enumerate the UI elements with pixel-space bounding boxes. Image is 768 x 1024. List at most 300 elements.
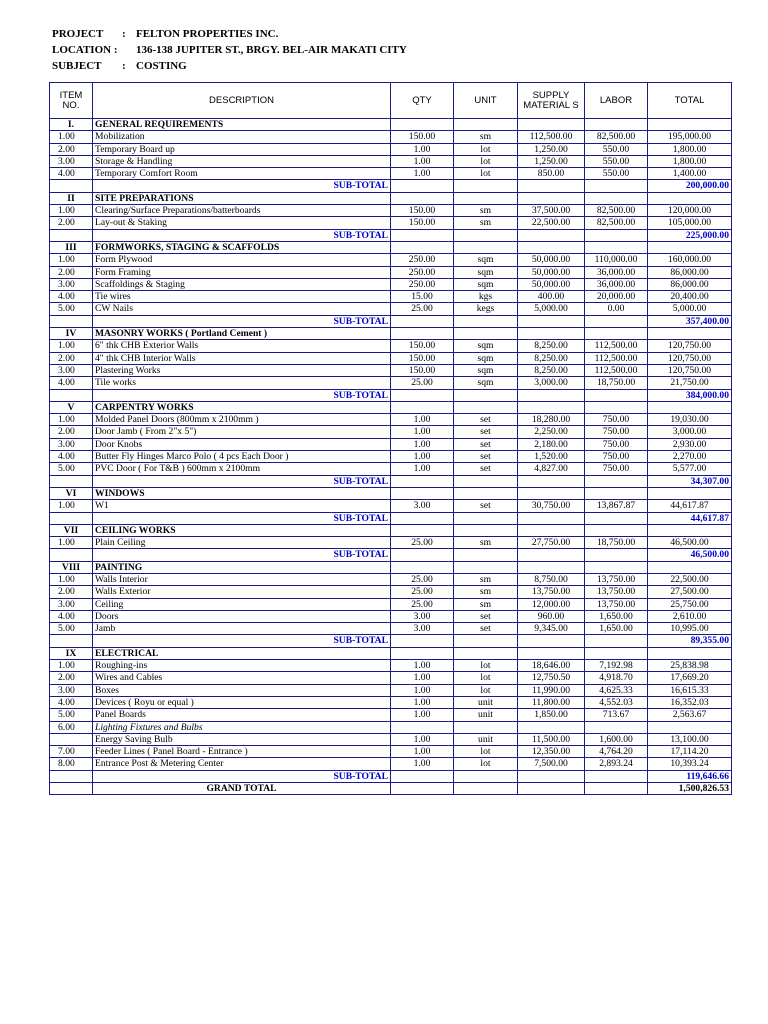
item-labor: 13,750.00 — [585, 586, 648, 598]
empty-cell — [391, 783, 454, 795]
item-unit: sqm — [454, 352, 518, 364]
table-row — [50, 143, 732, 155]
empty-cell — [518, 389, 585, 401]
item-total: 46,500.00 — [648, 537, 732, 549]
item-total: 13,100.00 — [648, 733, 732, 745]
table-row — [50, 709, 732, 721]
item-number: 5.00 — [50, 623, 93, 635]
item-unit: set — [454, 451, 518, 463]
costing-table — [49, 82, 732, 795]
empty-cell — [454, 475, 518, 487]
item-description: Roughing-ins — [93, 660, 391, 672]
empty-cell — [454, 487, 518, 499]
empty-cell — [454, 328, 518, 340]
section-title: PAINTING — [93, 561, 391, 573]
item-description: Lay-out & Staking — [93, 217, 391, 229]
item-total: 1,400.00 — [648, 168, 732, 180]
item-total: 3,000.00 — [648, 426, 732, 438]
empty-cell — [454, 524, 518, 536]
col-header-description: DESCRIPTION — [93, 83, 391, 119]
item-supply: 5,000.00 — [518, 303, 585, 315]
item-number: 3.00 — [50, 598, 93, 610]
item-qty: 1.00 — [391, 451, 454, 463]
item-number: 2.00 — [50, 672, 93, 684]
table-row — [50, 586, 732, 598]
item-number: 8.00 — [50, 758, 93, 770]
subtotal-row — [50, 512, 732, 524]
item-unit: sqm — [454, 377, 518, 389]
item-labor: 13,867.87 — [585, 500, 648, 512]
empty-cell — [585, 241, 648, 253]
section-header-row — [50, 561, 732, 573]
item-supply: 50,000.00 — [518, 266, 585, 278]
item-qty: 25.00 — [391, 377, 454, 389]
empty-cell — [648, 192, 732, 204]
item-qty: 1.00 — [391, 746, 454, 758]
empty-cell — [454, 241, 518, 253]
section-title: MASONRY WORKS ( Portland Cement ) — [93, 328, 391, 340]
item-supply: 850.00 — [518, 168, 585, 180]
item-total: 16,615.33 — [648, 684, 732, 696]
empty-cell — [454, 401, 518, 413]
empty-cell — [50, 783, 93, 795]
item-qty: 1.00 — [391, 733, 454, 745]
empty-cell — [585, 229, 648, 241]
item-total: 25,838.98 — [648, 660, 732, 672]
item-labor: 112,500.00 — [585, 352, 648, 364]
item-unit: set — [454, 610, 518, 622]
item-labor: 0.00 — [585, 303, 648, 315]
item-unit: sqm — [454, 266, 518, 278]
item-description: Mobilization — [93, 131, 391, 143]
item-supply: 4,827.00 — [518, 463, 585, 475]
item-qty: 1.00 — [391, 758, 454, 770]
item-labor: 2,893.24 — [585, 758, 648, 770]
empty-cell — [50, 315, 93, 327]
subtotal-row — [50, 315, 732, 327]
project-label: PROJECT — [52, 28, 104, 40]
table-row — [50, 266, 732, 278]
empty-cell — [585, 524, 648, 536]
item-labor: 750.00 — [585, 426, 648, 438]
item-description: Molded Panel Doors (800mm x 2100mm ) — [93, 414, 391, 426]
item-total: 105,000.00 — [648, 217, 732, 229]
col-header-item: ITEM NO. — [50, 83, 93, 119]
item-labor: 550.00 — [585, 168, 648, 180]
table-row — [50, 205, 732, 217]
empty-cell — [454, 770, 518, 782]
item-labor: 4,552.03 — [585, 696, 648, 708]
empty-cell — [454, 647, 518, 659]
empty-cell — [518, 487, 585, 499]
table-row — [50, 377, 732, 389]
empty-cell — [50, 475, 93, 487]
item-description: Jamb — [93, 623, 391, 635]
item-unit: sm — [454, 537, 518, 549]
item-qty: 150.00 — [391, 217, 454, 229]
empty-cell — [648, 241, 732, 253]
item-unit: sm — [454, 217, 518, 229]
item-description: Storage & Handling — [93, 155, 391, 167]
item-unit: unit — [454, 696, 518, 708]
empty-cell — [585, 119, 648, 131]
table-row — [50, 610, 732, 622]
table-row — [50, 696, 732, 708]
item-number — [50, 733, 93, 745]
empty-cell — [454, 119, 518, 131]
empty-cell — [50, 512, 93, 524]
item-supply: 37,500.00 — [518, 205, 585, 217]
item-number: 2.00 — [50, 586, 93, 598]
empty-cell — [50, 180, 93, 192]
empty-cell — [648, 561, 732, 573]
table-row — [50, 340, 732, 352]
section-number: II — [50, 192, 93, 204]
table-row — [50, 217, 732, 229]
item-labor: 13,750.00 — [585, 598, 648, 610]
empty-cell — [50, 635, 93, 647]
subtotal-row — [50, 475, 732, 487]
item-unit: sm — [454, 205, 518, 217]
item-total: 120,750.00 — [648, 364, 732, 376]
item-supply: 27,750.00 — [518, 537, 585, 549]
empty-cell — [585, 389, 648, 401]
item-supply: 112,500.00 — [518, 131, 585, 143]
section-header-row — [50, 647, 732, 659]
item-total: 1,800.00 — [648, 155, 732, 167]
item-qty: 1.00 — [391, 414, 454, 426]
table-row — [50, 451, 732, 463]
item-supply: 11,500.00 — [518, 733, 585, 745]
item-unit: kgs — [454, 291, 518, 303]
item-total: 10,995.00 — [648, 623, 732, 635]
item-qty — [391, 721, 454, 733]
subtotal-row — [50, 180, 732, 192]
item-total: 17,669.20 — [648, 672, 732, 684]
empty-cell — [518, 241, 585, 253]
item-number: 6.00 — [50, 721, 93, 733]
empty-cell — [518, 647, 585, 659]
item-supply: 2,180.00 — [518, 438, 585, 450]
empty-cell — [50, 549, 93, 561]
item-description: Form Framing — [93, 266, 391, 278]
item-qty: 150.00 — [391, 364, 454, 376]
empty-cell — [518, 119, 585, 131]
empty-cell — [585, 180, 648, 192]
item-qty: 1.00 — [391, 684, 454, 696]
item-labor: 112,500.00 — [585, 364, 648, 376]
item-number: 7.00 — [50, 746, 93, 758]
empty-cell — [648, 328, 732, 340]
subtotal-label: SUB-TOTAL — [93, 229, 391, 241]
item-total: 20,400.00 — [648, 291, 732, 303]
empty-cell — [391, 561, 454, 573]
item-number: 3.00 — [50, 278, 93, 290]
item-labor: 713.67 — [585, 709, 648, 721]
empty-cell — [585, 475, 648, 487]
item-number: 2.00 — [50, 352, 93, 364]
item-qty: 150.00 — [391, 205, 454, 217]
item-description: Scaffoldings & Staging — [93, 278, 391, 290]
item-number: 4.00 — [50, 377, 93, 389]
location-value: 136-138 JUPITER ST., BRGY. BEL-AIR MAKATI CITY — [136, 44, 407, 56]
item-description: Boxes — [93, 684, 391, 696]
empty-cell — [391, 192, 454, 204]
item-description: Door Jamb ( From 2"x 5") — [93, 426, 391, 438]
item-unit: unit — [454, 709, 518, 721]
table-row — [50, 155, 732, 167]
item-total: 5,000.00 — [648, 303, 732, 315]
item-labor: 4,625.33 — [585, 684, 648, 696]
item-total: 27,500.00 — [648, 586, 732, 598]
section-title: CARPENTRY WORKS — [93, 401, 391, 413]
item-total: 2,270.00 — [648, 451, 732, 463]
empty-cell — [518, 783, 585, 795]
item-qty: 1.00 — [391, 660, 454, 672]
item-total: 19,030.00 — [648, 414, 732, 426]
item-total: 22,500.00 — [648, 573, 732, 585]
location-label: LOCATION : — [52, 44, 118, 56]
empty-cell — [454, 315, 518, 327]
section-number: IX — [50, 647, 93, 659]
subtotal-label: SUB-TOTAL — [93, 635, 391, 647]
item-number: 1.00 — [50, 340, 93, 352]
item-unit: lot — [454, 660, 518, 672]
item-number: 1.00 — [50, 254, 93, 266]
item-description: Plain Ceiling — [93, 537, 391, 549]
item-supply: 1,250.00 — [518, 143, 585, 155]
subtotal-label: SUB-TOTAL — [93, 475, 391, 487]
item-description: Ceiling — [93, 598, 391, 610]
empty-cell — [454, 512, 518, 524]
empty-cell — [585, 487, 648, 499]
section-header-row — [50, 119, 732, 131]
grand-total-row — [50, 783, 732, 795]
item-labor — [585, 721, 648, 733]
project-colon: : — [122, 28, 126, 40]
empty-cell — [454, 192, 518, 204]
item-labor: 550.00 — [585, 155, 648, 167]
item-unit: sqm — [454, 254, 518, 266]
item-description: Entrance Post & Metering Center — [93, 758, 391, 770]
table-row — [50, 623, 732, 635]
item-description: Door Knobs — [93, 438, 391, 450]
item-supply: 1,850.00 — [518, 709, 585, 721]
item-description: Plastering Works — [93, 364, 391, 376]
empty-cell — [391, 512, 454, 524]
empty-cell — [518, 315, 585, 327]
empty-cell — [391, 180, 454, 192]
grand-total-value: 1,500,826.53 — [648, 783, 732, 795]
empty-cell — [391, 119, 454, 131]
empty-cell — [648, 524, 732, 536]
item-labor: 7,192.98 — [585, 660, 648, 672]
empty-cell — [454, 635, 518, 647]
item-labor: 18,750.00 — [585, 537, 648, 549]
table-row — [50, 598, 732, 610]
item-description: Walls Interior — [93, 573, 391, 585]
item-unit: set — [454, 500, 518, 512]
subtotal-row — [50, 770, 732, 782]
section-number: III — [50, 241, 93, 253]
item-supply: 7,500.00 — [518, 758, 585, 770]
item-unit: unit — [454, 733, 518, 745]
empty-cell — [585, 549, 648, 561]
item-supply: 960.00 — [518, 610, 585, 622]
item-description: Form Plywood — [93, 254, 391, 266]
item-description: PVC Door ( For T&B ) 600mm x 2100mm — [93, 463, 391, 475]
item-qty: 250.00 — [391, 254, 454, 266]
subtotal-row — [50, 549, 732, 561]
item-number: 5.00 — [50, 303, 93, 315]
item-labor: 750.00 — [585, 414, 648, 426]
item-total: 21,750.00 — [648, 377, 732, 389]
item-labor: 1,650.00 — [585, 610, 648, 622]
section-number: VI — [50, 487, 93, 499]
item-qty: 3.00 — [391, 623, 454, 635]
empty-cell — [585, 315, 648, 327]
col-header-total: TOTAL — [648, 83, 732, 119]
section-title: SITE PREPARATIONS — [93, 192, 391, 204]
section-header-row — [50, 401, 732, 413]
item-labor: 1,600.00 — [585, 733, 648, 745]
empty-cell — [585, 512, 648, 524]
item-description: 6" thk CHB Exterior Walls — [93, 340, 391, 352]
table-header-row — [50, 83, 732, 119]
item-qty: 1.00 — [391, 463, 454, 475]
section-number: V — [50, 401, 93, 413]
section-number: I. — [50, 119, 93, 131]
subtotal-row — [50, 389, 732, 401]
empty-cell — [585, 401, 648, 413]
subtotal-value: 357,400.00 — [648, 315, 732, 327]
subject-colon: : — [122, 60, 126, 72]
item-number: 4.00 — [50, 168, 93, 180]
subtotal-label: SUB-TOTAL — [93, 512, 391, 524]
item-number: 3.00 — [50, 684, 93, 696]
table-row — [50, 303, 732, 315]
item-labor: 18,750.00 — [585, 377, 648, 389]
subject-value: COSTING — [136, 60, 187, 72]
item-number: 4.00 — [50, 291, 93, 303]
item-number: 5.00 — [50, 709, 93, 721]
item-number: 1.00 — [50, 537, 93, 549]
item-qty: 150.00 — [391, 131, 454, 143]
empty-cell — [391, 475, 454, 487]
item-qty: 3.00 — [391, 500, 454, 512]
item-labor: 1,650.00 — [585, 623, 648, 635]
item-total: 10,393.24 — [648, 758, 732, 770]
empty-cell — [391, 770, 454, 782]
subtotal-label: SUB-TOTAL — [93, 770, 391, 782]
empty-cell — [454, 561, 518, 573]
item-number: 1.00 — [50, 414, 93, 426]
item-total: 120,000.00 — [648, 205, 732, 217]
empty-cell — [391, 549, 454, 561]
empty-cell — [518, 549, 585, 561]
empty-cell — [518, 770, 585, 782]
item-labor: 13,750.00 — [585, 573, 648, 585]
empty-cell — [518, 229, 585, 241]
section-number: VII — [50, 524, 93, 536]
item-supply: 3,000.00 — [518, 377, 585, 389]
item-supply: 8,250.00 — [518, 340, 585, 352]
item-qty: 1.00 — [391, 155, 454, 167]
empty-cell — [648, 119, 732, 131]
item-number: 5.00 — [50, 463, 93, 475]
subtotal-label: SUB-TOTAL — [93, 549, 391, 561]
table-row — [50, 426, 732, 438]
item-number: 4.00 — [50, 696, 93, 708]
item-unit: sqm — [454, 364, 518, 376]
item-supply: 9,345.00 — [518, 623, 585, 635]
item-number: 2.00 — [50, 217, 93, 229]
col-header-labor: LABOR — [585, 83, 648, 119]
item-supply: 12,750.50 — [518, 672, 585, 684]
item-qty: 25.00 — [391, 573, 454, 585]
section-header-row — [50, 524, 732, 536]
empty-cell — [518, 328, 585, 340]
item-labor: 36,000.00 — [585, 278, 648, 290]
item-supply: 12,000.00 — [518, 598, 585, 610]
subtotal-row — [50, 635, 732, 647]
empty-cell — [391, 647, 454, 659]
table-row — [50, 684, 732, 696]
subtotal-label: SUB-TOTAL — [93, 180, 391, 192]
table-row — [50, 721, 732, 733]
item-qty: 25.00 — [391, 586, 454, 598]
section-header-row — [50, 192, 732, 204]
item-qty: 1.00 — [391, 709, 454, 721]
item-unit: sqm — [454, 278, 518, 290]
item-supply: 18,646.00 — [518, 660, 585, 672]
item-description: Tile works — [93, 377, 391, 389]
item-unit: lot — [454, 155, 518, 167]
item-total — [648, 721, 732, 733]
item-total: 120,750.00 — [648, 352, 732, 364]
item-supply: 12,350.00 — [518, 746, 585, 758]
section-title: CEILING WORKS — [93, 524, 391, 536]
table-row — [50, 537, 732, 549]
item-total: 5,577.00 — [648, 463, 732, 475]
empty-cell — [648, 647, 732, 659]
empty-cell — [518, 635, 585, 647]
item-supply: 18,280.00 — [518, 414, 585, 426]
item-total: 160,000.00 — [648, 254, 732, 266]
item-description: Panel Boards — [93, 709, 391, 721]
item-unit: lot — [454, 143, 518, 155]
item-unit: lot — [454, 684, 518, 696]
empty-cell — [518, 524, 585, 536]
item-number: 2.00 — [50, 426, 93, 438]
item-labor: 750.00 — [585, 451, 648, 463]
empty-cell — [585, 635, 648, 647]
item-total: 2,930.00 — [648, 438, 732, 450]
item-unit: sm — [454, 598, 518, 610]
item-unit: kegs — [454, 303, 518, 315]
item-unit: lot — [454, 672, 518, 684]
item-description: Butter Fly Hinges Marco Polo ( 4 pcs Each Door ) — [93, 451, 391, 463]
empty-cell — [585, 647, 648, 659]
table-row — [50, 168, 732, 180]
item-supply: 8,750.00 — [518, 573, 585, 585]
item-total: 86,000.00 — [648, 266, 732, 278]
item-qty: 1.00 — [391, 426, 454, 438]
item-number: 2.00 — [50, 143, 93, 155]
item-labor: 82,500.00 — [585, 131, 648, 143]
table-row — [50, 758, 732, 770]
item-total: 17,114.20 — [648, 746, 732, 758]
